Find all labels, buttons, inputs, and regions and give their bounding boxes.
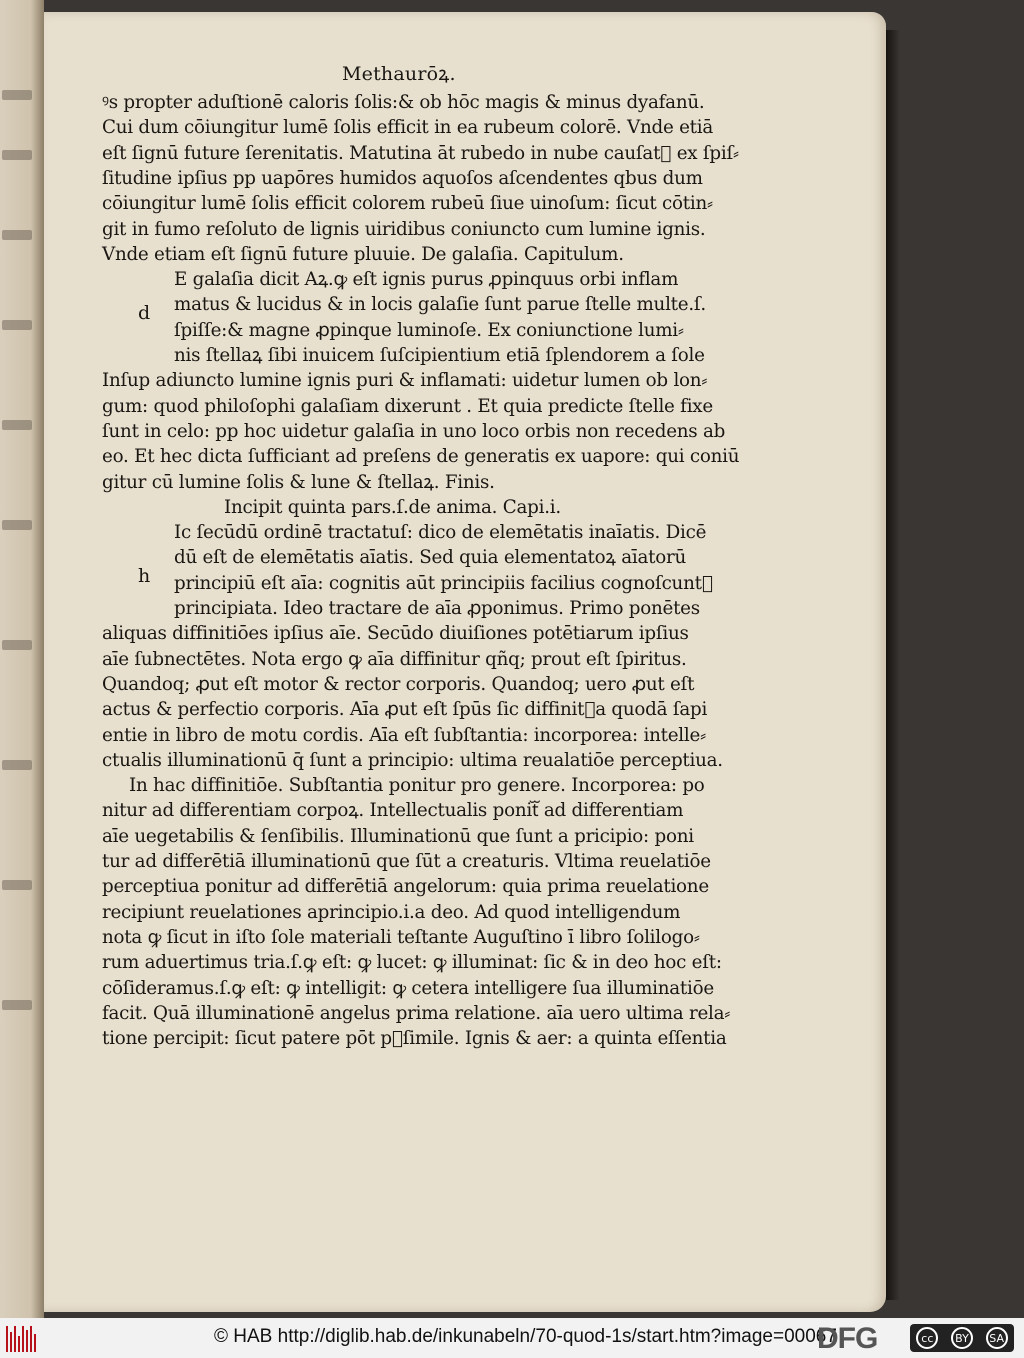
- text-line: git in fumo reſoluto de lignis uiridibus coniuncto cum lumine ignis.: [102, 218, 706, 240]
- text-line: actus & perfectio corporis. Aīa ꝓut eſt ſpūs ſic diffinitᷓa quodā ſapi: [102, 699, 708, 721]
- text-line: matus & lucidus & in locis galaſie ſunt parue ſtelle multe.ſ.: [174, 294, 706, 316]
- margin-marker-h: h: [138, 565, 151, 587]
- text-line: ctualis illuminationū q̄ ſunt a principio: ultima reualatiōe perceptiua.: [102, 749, 723, 771]
- hab-logo-icon: [6, 1324, 38, 1352]
- text-line: Cui dum cōiungitur lumē ſolis efficit in ea rubeum colorē. Vnde etiā: [102, 117, 713, 139]
- text-line: entie in libro de motu cordis. Aīa eſt ſubſtantia: incorporea: intelle⸗: [102, 724, 706, 746]
- by-attribution-icon: BY: [951, 1327, 973, 1349]
- text-line: principiata. Ideo tractare de aīa ꝓponimus. Primo ponētes: [174, 598, 700, 619]
- creative-commons-badge[interactable]: [910, 1324, 1014, 1352]
- text-line: Quandoq; ꝓut eſt motor & rector corporis. Quandoq; uero ꝓut eſt: [102, 673, 695, 695]
- text-line: recipiunt reuelationes aprincipio.i.a deo. Ad quod intelligendum: [102, 901, 681, 923]
- text-line: ſpiſſe:& magne ꝓpinque luminoſe. Ex coniunctione lumi⸗: [174, 319, 684, 341]
- text-line: E galaſia dicit Aꝝ.ꝙ eſt ignis purus ꝓpinquus orbi inflam: [174, 269, 679, 291]
- text-line: principiū eſt aīa: cognitis aūt principiis facilius cognoſcuntᷓ: [174, 572, 713, 594]
- margin-marker-d: d: [138, 302, 151, 324]
- text-line: cōiungitur lumē ſolis efficit colorem rubeū ſiue uinoſum: ſicut cōtin⸗: [102, 193, 713, 215]
- text-line: tione percipit: ſicut patere pōt pᷓſimile. Ignis & aer: a quinta eſſentia: [102, 1028, 727, 1050]
- text-line: ſunt in celo: pp hoc uidetur galaſia in uno loco orbis non recedens ab: [102, 420, 726, 442]
- text-line: gum: quod philoſophi galaſiam dixerunt . Et quia predicte ſtelle fixe: [102, 395, 713, 417]
- text-line: tur ad differētiā illuminationū que ſūt a creaturis. Vltima reuelatiōe: [102, 851, 711, 872]
- text-line: ꝰs propter aduſtionē caloris ſolis:& ob hōc magis & minus dyafanū.: [102, 92, 705, 113]
- text-line: Incipit quinta pars.ſ.de anima. Capi.i.: [224, 496, 561, 518]
- text-line: In hac diffinitiōe. Subſtantia ponitur pro genere. Incorporea: po: [129, 775, 705, 797]
- share-alike-icon: SA: [986, 1327, 1008, 1349]
- text-line: rum aduertimus tria.ſ.ꝙ eſt: ꝙ lucet: ꝙ illuminat: ſic & in deo hoc eſt:: [102, 952, 722, 974]
- text-line: nota ꝙ ſicut in iſto ſole materiali teſtante Auguſtino ī libro ſolilogo⸗: [102, 926, 700, 948]
- text-line: ſitudine ipſius pp uapōres humidos aquoſos aſcendentes qbus dum: [102, 167, 703, 189]
- text-line: facit. Quā illuminationē angelus prima relatione. aīa uero ultima rela⸗: [102, 1002, 731, 1024]
- cc-icon: cc: [916, 1327, 938, 1349]
- text-line: aliquas diffinitiōes ipſius aīe. Secūdo diuiſiones potētiarum ipſius: [102, 623, 689, 645]
- text-line: gitur cū lumine ſolis & lune & ſtellaꝝ. Finis.: [102, 471, 495, 493]
- text-line: dū eſt de elemētatis aīatis. Sed quia elementatoꝝ aīatorū: [174, 547, 687, 569]
- text-line: Ic ſecūdū ordinē tractatuſ: dico de elemētatis inaīatis. Dicē: [174, 522, 707, 544]
- text-line: aīe ſubnectētes. Nota ergo ꝙ aīa diffinitur qñq; prout eſt ſpiritus.: [102, 648, 687, 670]
- text-line: eo. Et hec dicta ſufficiant ad preſens de generatis ex uapore: qui coniū: [102, 446, 740, 468]
- previous-page-edge: [0, 0, 44, 1318]
- text-line: nis ſtellaꝝ ſibi inuicem ſuſcipientium etiā ſplendorem a ſole: [174, 345, 705, 366]
- text-line: eſt ſignū future ſerenitatis. Matutina āt rubedo in nube cauſatᷓ ex ſpiſ⸗: [102, 142, 739, 164]
- text-line: aīe uegetabilis & ſenſibilis. Illuminationū que ſunt a pricipio: poni: [102, 825, 694, 847]
- copyright-link[interactable]: © HAB http://diglib.hab.de/inkunabeln/70-quod-1s/start.htm?image=00067: [214, 1326, 837, 1347]
- page-edge-shadow: [886, 30, 900, 1300]
- running-head: Methaurōꝝ.: [342, 63, 456, 85]
- text-line: cōſideramus.ſ.ꝙ eſt: ꝙ intelligit: ꝙ cetera intelligere ſua illuminatiōe: [102, 977, 714, 999]
- viewer-footer: [0, 1318, 1024, 1358]
- text-line: perceptiua ponitur ad differētiā angelorum: quia prima reuelatione: [102, 876, 709, 898]
- text-line: Inſup adiuncto lumine ignis puri & inflamati: uidetur lumen ob lon⸗: [102, 370, 708, 392]
- text-line: Vnde etiam eſt ſignū future pluuie. De galaſia. Capitulum.: [102, 243, 624, 265]
- dfg-logo: DFG: [817, 1322, 878, 1355]
- text-line: nitur ad differentiam corpoꝝ. Intellectualis ponitᷓ ad differentiam: [102, 800, 684, 822]
- book-page: [44, 12, 886, 1312]
